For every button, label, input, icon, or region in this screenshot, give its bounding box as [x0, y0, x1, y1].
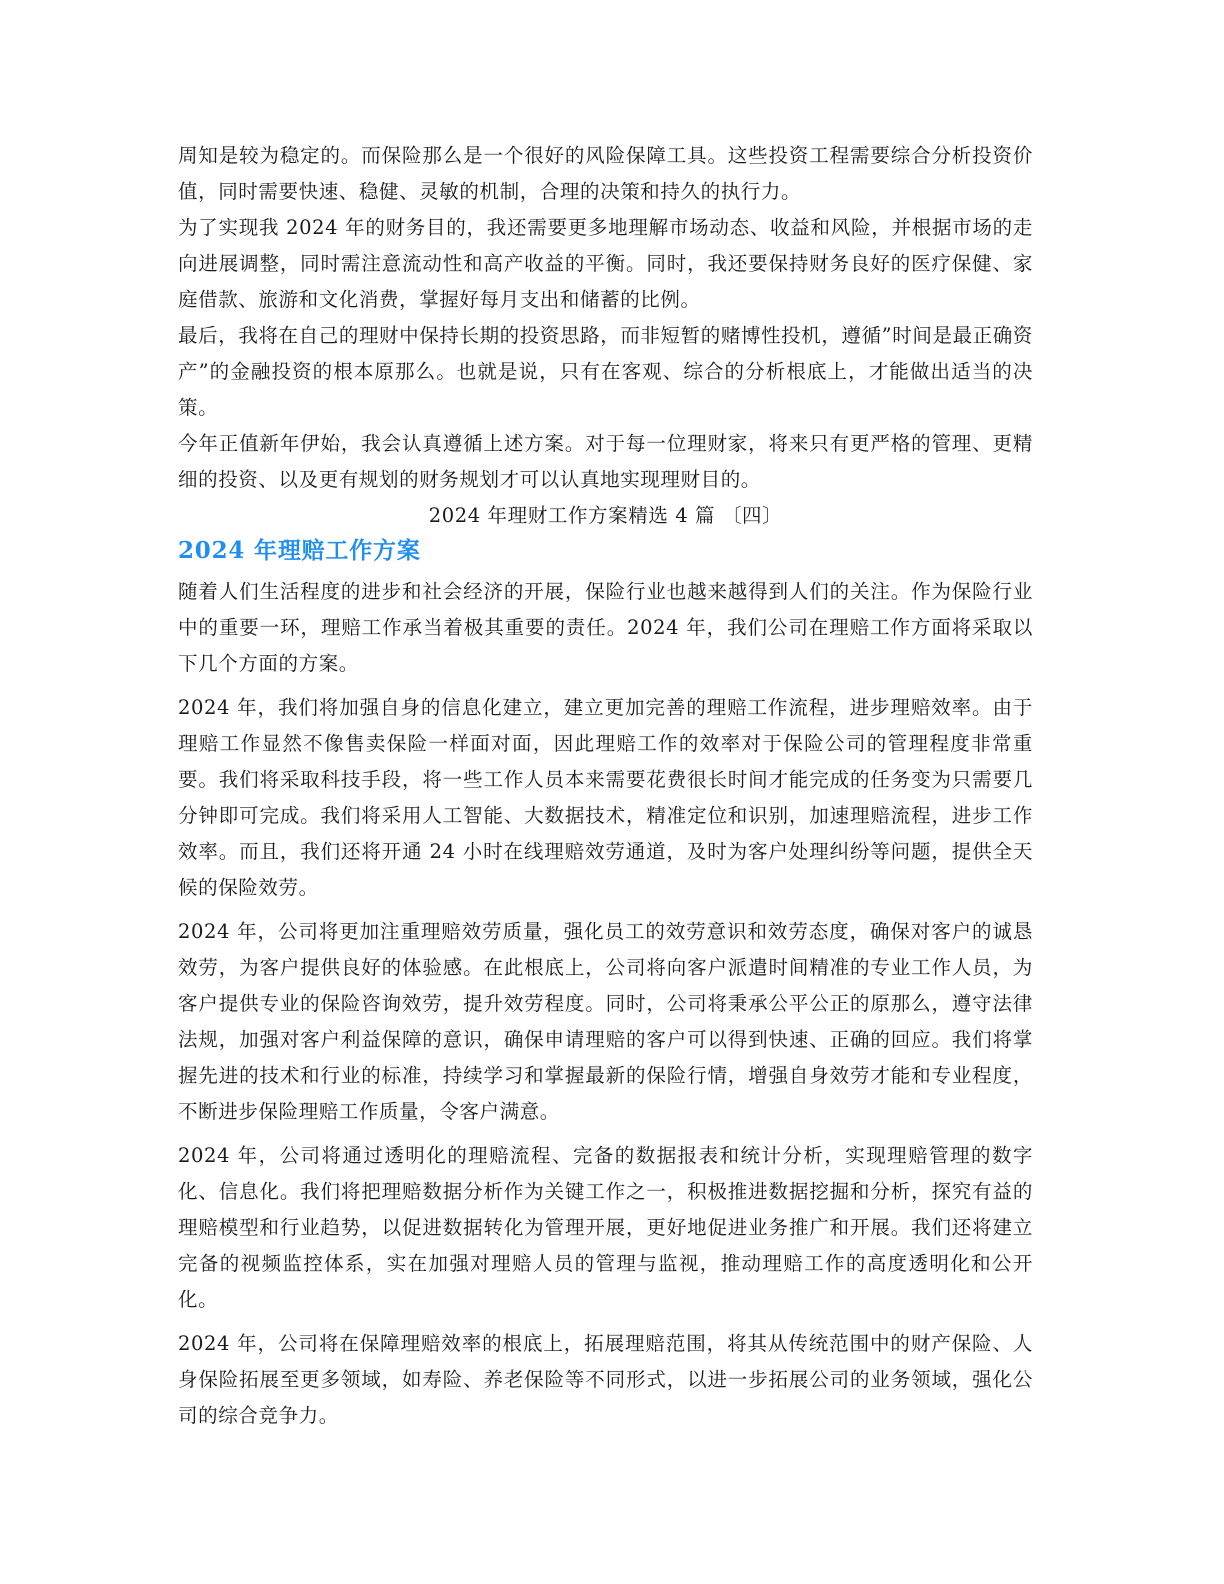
- intro-paragraph-1: 周知是较为稳定的。而保险那么是一个很好的风险保障工具。这些投资工程需要综合分析投资价值，同时需要快速、稳健、灵敏的机制，合理的决策和持久的执行力。: [178, 144, 1033, 203]
- body-paragraph-1: 随着人们生活程度的进步和社会经济的开展，保险行业也越来越得到人们的关注。作为保险行业中的重要一环，理赔工作承当着极其重要的责任。2024 年，我们公司在理赔工作方面将采取以下几个方面的方案。: [178, 580, 1033, 675]
- body-paragraph-2: 2024 年，我们将加强自身的信息化建立，建立更加完善的理赔工作流程，进步理赔效率。由于理赔工作显然不像售卖保险一样面对面，因此理赔工作的效率对于保险公司的管理程度非常重要。我们将采取科技手段，将一些工作人员本来需要花费很长时间才能完成的任务变为只需要几分钟即可完成。我们将采用人工智能、大数据技术，精准定位和识别，加速理赔流程，进步工作效率。而且，我们还将开通 24 小时在线理赔效劳通道，及时为客户处理纠纷等问题，提供全天候的保险效劳。: [178, 696, 1033, 899]
- intro-paragraph-2: 为了实现我 2024 年的财务目的，我还需要更多地理解市场动态、收益和风险，并根据市场的走向进展调整，同时需注意流动性和高产收益的平衡。同时，我还要保持财务良好的医疗保健、家庭借款、旅游和文化消费，掌握好每月支出和储蓄的比例。: [178, 216, 1033, 311]
- body-paragraph-4: 2024 年，公司将通过透明化的理赔流程、完备的数据报表和统计分析，实现理赔管理的数字化、信息化。我们将把理赔数据分析作为关键工作之一，积极推进数据挖掘和分析，探究有益的理赔模型和行业趋势，以促进数据转化为管理开展，更好地促进业务推广和开展。我们还将建立完备的视频监控体系，实在加强对理赔人员的管理与监视，推动理赔工作的高度透明化和公开化。: [178, 1144, 1033, 1311]
- document-page: [178, 138, 1033, 1434]
- document-heading: 2024 年理赔工作方案: [178, 537, 421, 564]
- body-paragraph-5: 2024 年，公司将在保障理赔效率的根底上，拓展理赔范围，将其从传统范围中的财产保险、人身保险拓展至更多领域，如寿险、养老保险等不同形式，以进一步拓展公司的业务领域，强化公司的综合竞争力。: [178, 1332, 1033, 1427]
- body-paragraph-3: 2024 年，公司将更加注重理赔效劳质量，强化员工的效劳意识和效劳态度，确保对客户的诚恳效劳，为客户提供良好的体验感。在此根底上，公司将向客户派遣时间精准的专业工作人员，为客户提供专业的保险咨询效劳，提升效劳程度。同时，公司将秉承公平公正的原那么，遵守法律法规，加强对客户利益保障的意识，确保申请理赔的客户可以得到快速、正确的回应。我们将掌握先进的技术和行业的标准，持续学习和掌握最新的保险行情，增强自身效劳才能和专业程度，不断进步保险理赔工作质量，令客户满意。: [178, 920, 1033, 1123]
- intro-paragraph-3: 最后，我将在自己的理财中保持长期的投资思路，而非短暂的赌博性投机，遵循”时间是最正确资产”的金融投资的根本原那么。也就是说，只有在客观、综合的分析根底上，才能做出适当的决策。: [178, 324, 1033, 419]
- section-title: 2024 年理财工作方案精选 4 篇 〔四〕: [428, 504, 783, 527]
- intro-paragraph-4: 今年正值新年伊始，我会认真遵循上述方案。对于每一位理财家，将来只有更严格的管理、更精细的投资、以及更有规划的财务规划才可以认真地实现理财目的。: [178, 432, 1033, 491]
